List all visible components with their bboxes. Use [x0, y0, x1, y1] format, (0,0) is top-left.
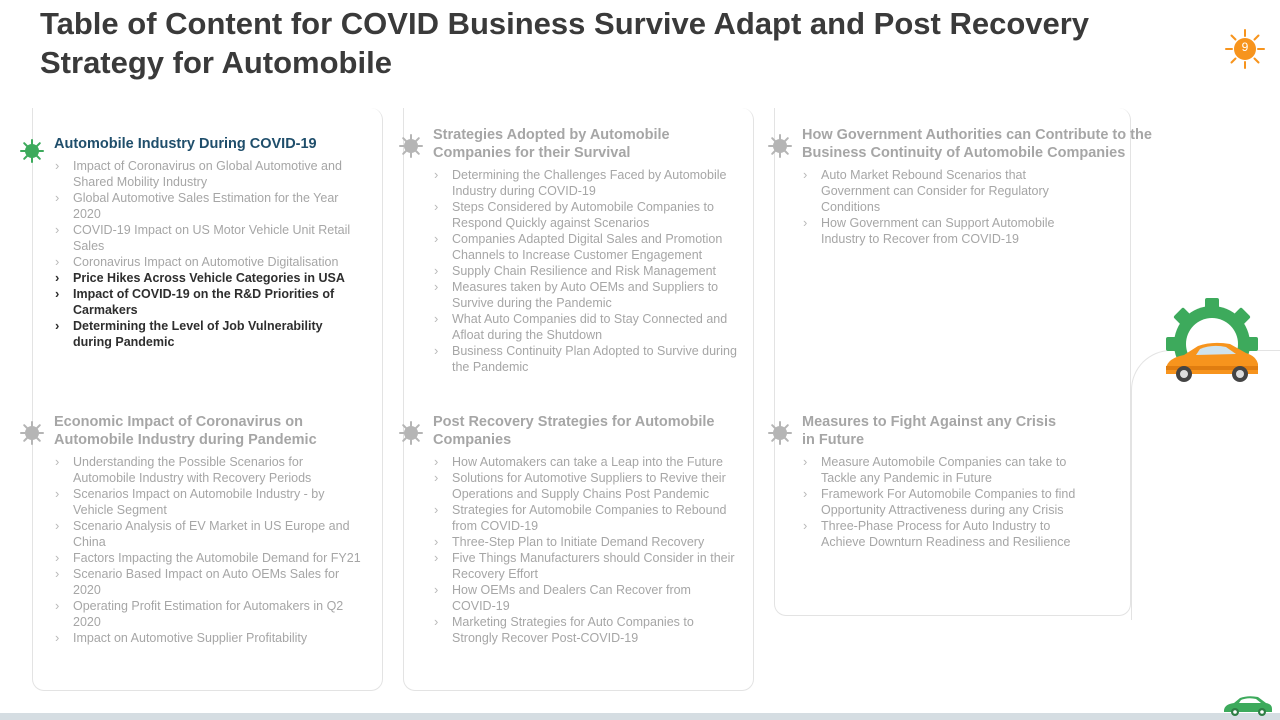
list-item[interactable]: › What Auto Companies did to Stay Connected and Afloat during the Shutdown: [433, 311, 738, 343]
list-item[interactable]: › How OEMs and Dealers Can Recover from COVID-19: [433, 582, 738, 614]
section-item-list: [54, 454, 364, 646]
list-item[interactable]: › Framework For Automobile Companies to find Opportunity Attractiveness during any Crisis: [802, 486, 1097, 518]
list-item[interactable]: › Business Continuity Plan Adopted to Survive during the Pandemic: [433, 343, 738, 375]
section-item-list: [802, 167, 1092, 247]
car-gear-illustration: [1160, 298, 1264, 388]
section-item-list: [433, 454, 738, 646]
list-item[interactable]: › Three-Step Plan to Initiate Demand Recovery: [433, 534, 738, 550]
gear-icon: [20, 139, 44, 163]
list-item[interactable]: › Scenario Analysis of EV Market in US Europe and China: [54, 518, 364, 550]
list-item[interactable]: › Determining the Level of Job Vulnerability during Pandemic: [54, 318, 364, 350]
section-economic-impact: [54, 413, 364, 646]
list-item[interactable]: › Five Things Manufacturers should Consider in their Recovery Effort: [433, 550, 738, 582]
list-item[interactable]: › Marketing Strategies for Auto Companies to Strongly Recover Post-COVID-19: [433, 614, 738, 646]
list-item[interactable]: › Steps Considered by Automobile Companies to Respond Quickly against Scenarios: [433, 199, 738, 231]
section-item-list: [54, 158, 364, 350]
list-item[interactable]: › COVID-19 Impact on US Motor Vehicle Unit Retail Sales: [54, 222, 364, 254]
gear-icon: [768, 421, 792, 445]
list-item[interactable]: › Determining the Challenges Faced by Automobile Industry during COVID-19: [433, 167, 738, 199]
list-item[interactable]: › Impact of COVID-19 on the R&D Priorities of Carmakers: [54, 286, 364, 318]
list-item[interactable]: › Impact of Coronavirus on Global Automotive and Shared Mobility Industry: [54, 158, 364, 190]
gear-icon: [399, 134, 423, 158]
section-title[interactable]: Measures to Fight Against any Crisis in Future: [802, 414, 1057, 448]
section-title[interactable]: Economic Impact of Coronavirus on Automobile Industry during Pandemic: [54, 414, 317, 448]
list-item[interactable]: › Operating Profit Estimation for Automakers in Q2 2020: [54, 598, 364, 630]
list-item[interactable]: › Scenarios Impact on Automobile Industry - by Vehicle Segment: [54, 486, 364, 518]
list-item[interactable]: › Three-Phase Process for Auto Industry to Achieve Downturn Readiness and Resilience: [802, 518, 1097, 550]
footer-bar: [0, 713, 1280, 720]
section-item-list: [802, 454, 1097, 550]
list-item[interactable]: › Strategies for Automobile Companies to Rebound from COVID-19: [433, 502, 738, 534]
list-item[interactable]: › Auto Market Rebound Scenarios that Government can Consider for Regulatory Conditions: [802, 167, 1092, 215]
gear-icon: [768, 134, 792, 158]
section-survival-strategies: [433, 126, 738, 375]
list-item[interactable]: › Measures taken by Auto OEMs and Suppliers to Survive during the Pandemic: [433, 279, 738, 311]
section-title[interactable]: Strategies Adopted by Automobile Companies for their Survival: [433, 127, 670, 161]
section-item-list: [433, 167, 738, 375]
page-number-badge: [1224, 28, 1266, 70]
page-number: 9: [1241, 40, 1249, 54]
gear-icon: [399, 421, 423, 445]
section-government-authorities: [802, 126, 1162, 247]
list-item[interactable]: › Global Automotive Sales Estimation for the Year 2020: [54, 190, 364, 222]
list-item[interactable]: › Scenario Based Impact on Auto OEMs Sales for 2020: [54, 566, 364, 598]
list-item[interactable]: › Coronavirus Impact on Automotive Digitalisation: [54, 254, 364, 270]
list-item[interactable]: › Companies Adapted Digital Sales and Promotion Channels to Increase Customer Engagement: [433, 231, 738, 263]
gear-icon: [20, 421, 44, 445]
car-icon: [1222, 694, 1274, 718]
list-item[interactable]: › Solutions for Automotive Suppliers to Revive their Operations and Supply Chains Post Pandemic: [433, 470, 738, 502]
list-item[interactable]: › How Government can Support Automobile Industry to Recover from COVID-19: [802, 215, 1092, 247]
section-title[interactable]: Post Recovery Strategies for Automobile Companies: [433, 414, 715, 448]
list-item[interactable]: › Price Hikes Across Vehicle Categories in USA: [54, 270, 364, 286]
list-item[interactable]: › Understanding the Possible Scenarios for Automobile Industry with Recovery Periods: [54, 454, 364, 486]
list-item[interactable]: › Factors Impacting the Automobile Demand for FY21: [54, 550, 364, 566]
decorative-curve: [1131, 350, 1280, 620]
section-post-recovery: [433, 413, 738, 646]
section-automobile-industry: [54, 135, 364, 350]
section-future-crisis: [802, 413, 1102, 550]
list-item[interactable]: › Impact on Automotive Supplier Profitability: [54, 630, 364, 646]
list-item[interactable]: › Supply Chain Resilience and Risk Management: [433, 263, 738, 279]
list-item[interactable]: › Measure Automobile Companies can take to Tackle any Pandemic in Future: [802, 454, 1097, 486]
list-item[interactable]: › How Automakers can take a Leap into the Future: [433, 454, 738, 470]
section-title[interactable]: Automobile Industry During COVID-19: [54, 136, 317, 152]
page-title: Table of Content for COVID Business Survive Adapt and Post Recovery Strategy for Automobile: [40, 6, 1090, 80]
section-title[interactable]: How Government Authorities can Contribute to the Business Continuity of Automobile Companies: [802, 127, 1152, 161]
